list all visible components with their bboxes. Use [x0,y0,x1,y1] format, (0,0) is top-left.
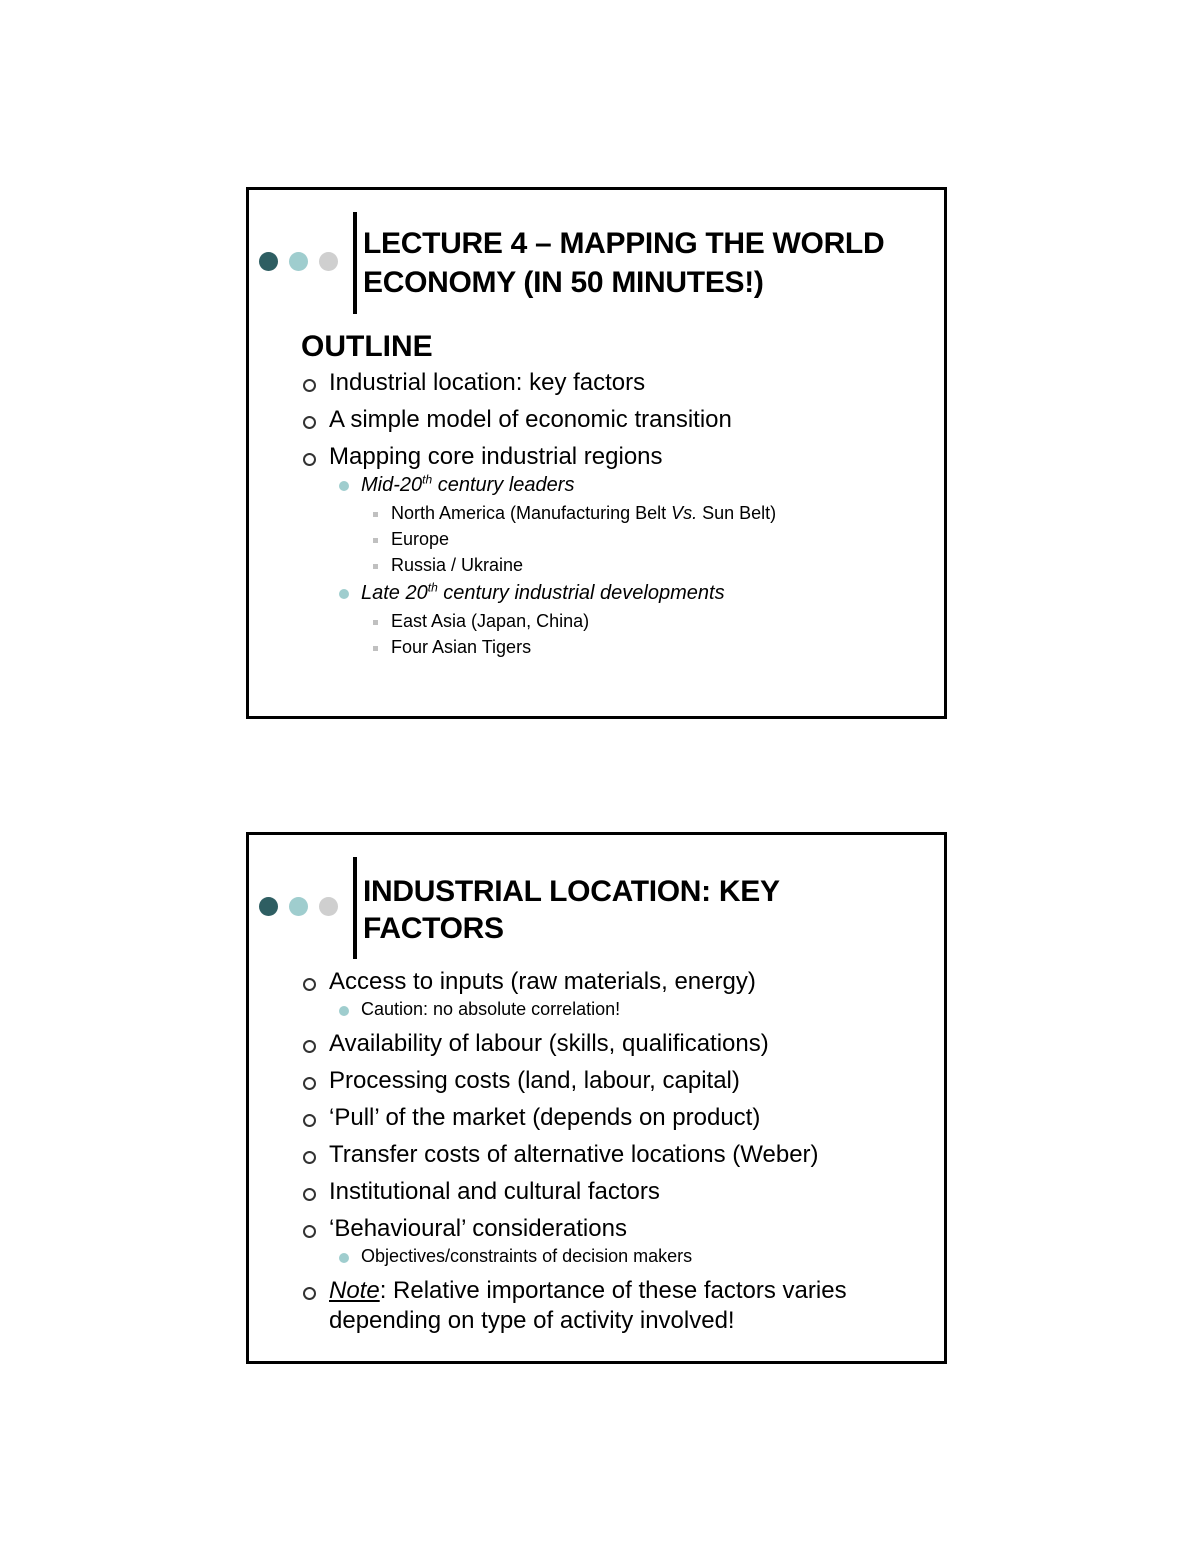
list-item: ‘Behavioural’ considerations [301,1214,931,1244]
factors-list [301,967,931,1343]
filled-bullet-icon [339,1006,349,1016]
dot-dark-icon [259,897,278,916]
filled-bullet-icon [339,481,349,491]
sub-sub-list-item: East Asia (Japan, China) [301,608,931,634]
hollow-bullet-icon [303,1188,316,1201]
slide-title: LECTURE 4 – MAPPING THE WORLD ECONOMY (IN 50 MINUTES!) [363,227,885,299]
sub-list-item: Mid-20th century leaders [301,472,931,498]
square-bullet-icon [373,620,378,625]
square-bullet-icon [373,512,378,517]
sub-list-item: Objectives/constraints of decision makers [301,1244,931,1268]
slide-title: INDUSTRIAL LOCATION: KEY FACTORS [363,875,780,945]
list-item: Availability of labour (skills, qualifications) [301,1029,931,1059]
square-bullet-icon [373,646,378,651]
hollow-bullet-icon [303,416,316,429]
dot-grey-icon [319,252,338,271]
title-divider [353,857,357,959]
list-item: Institutional and cultural factors [301,1177,931,1207]
sub-list-item: Late 20th century industrial developments [301,580,931,606]
dot-teal-icon [289,897,308,916]
sub-list-item: Caution: no absolute correlation! [301,997,931,1021]
square-bullet-icon [373,564,378,569]
square-bullet-icon [373,538,378,543]
filled-bullet-icon [339,1253,349,1263]
sub-sub-list-item: Four Asian Tigers [301,634,931,660]
dot-dark-icon [259,252,278,271]
outline-list [301,368,931,660]
note-item: Note: Relative importance of these factors varies depending on type of activity involved! [301,1276,931,1336]
list-item: Access to inputs (raw materials, energy) [301,967,931,997]
sub-sub-list-item: Russia / Ukraine [301,552,931,578]
hollow-bullet-icon [303,379,316,392]
sub-sub-list-item: North America (Manufacturing Belt Vs. Sun Belt) [301,500,931,526]
dot-grey-icon [319,897,338,916]
title-divider [353,212,357,314]
list-item: ‘Pull’ of the market (depends on product) [301,1103,931,1133]
hollow-bullet-icon [303,1151,316,1164]
list-item: Mapping core industrial regions [301,442,931,472]
filled-bullet-icon [339,589,349,599]
hollow-bullet-icon [303,453,316,466]
list-item: Processing costs (land, labour, capital) [301,1066,931,1096]
dot-teal-icon [289,252,308,271]
hollow-bullet-icon [303,1114,316,1127]
sub-sub-list-item: Europe [301,526,931,552]
slide-1 [246,187,947,719]
hollow-bullet-icon [303,1077,316,1090]
list-item: Industrial location: key factors [301,368,931,398]
slide-2 [246,832,947,1364]
hollow-bullet-icon [303,1287,316,1300]
list-item: A simple model of economic transition [301,405,931,435]
hollow-bullet-icon [303,978,316,991]
hollow-bullet-icon [303,1225,316,1238]
list-item: Transfer costs of alternative locations (Weber) [301,1140,931,1170]
outline-heading: OUTLINE [301,330,433,363]
hollow-bullet-icon [303,1040,316,1053]
